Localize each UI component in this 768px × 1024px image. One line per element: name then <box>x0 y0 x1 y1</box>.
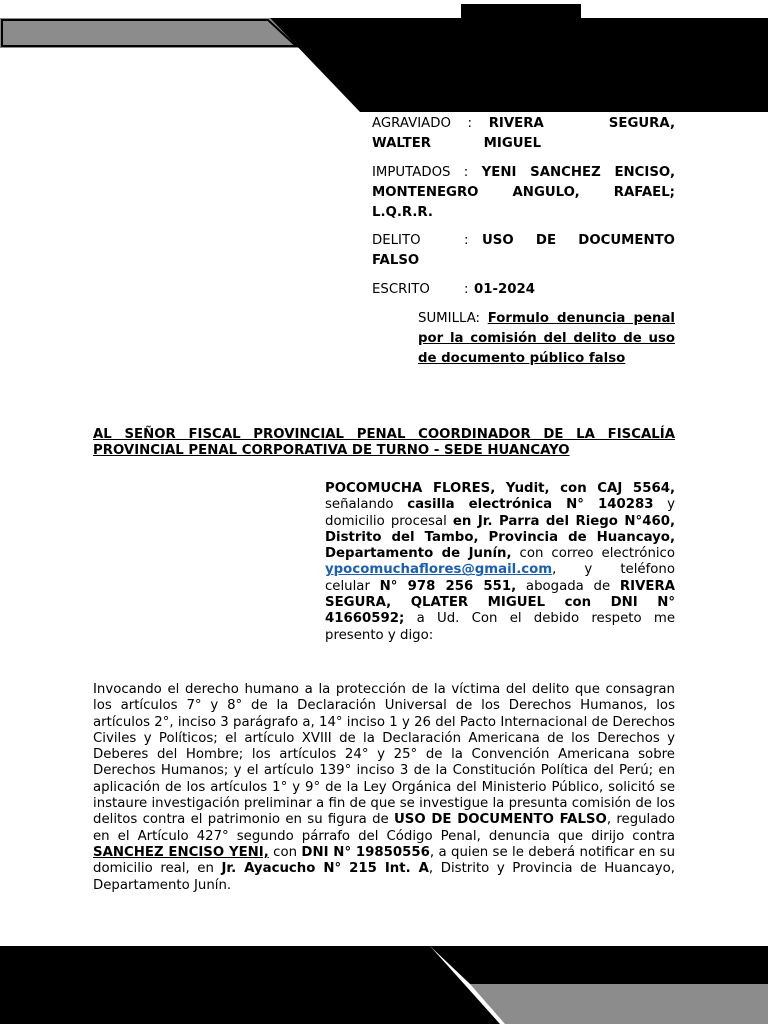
escrito-value: 01-2024 <box>474 282 536 297</box>
addressee-heading: AL SEÑOR FISCAL PROVINCIAL PENAL COORDINADOR DE LA FISCALÍA PROVINCIAL PENAL CORPORATIVA DE TURNO - SEDE HUANCAYO <box>93 427 675 458</box>
sumilla-value: Formulo denuncia penal por la comisión del delito de uso de documento público falso <box>418 311 675 366</box>
imputados-field: IMPUTADOS : YENI SANCHEZ ENCISO, MONTENEGRO ANGULO, RAFAEL; L.Q.R.R. <box>372 165 675 220</box>
imputados-value: YENI SANCHEZ ENCISO, MONTENEGRO ANGULO, RAFAEL; L.Q.R.R. <box>372 165 675 220</box>
escrito-field: ESCRITO : 01-2024 <box>372 282 536 297</box>
email-link[interactable]: ypocomuchaflores@gmail.com <box>325 562 553 578</box>
delito-field: DELITO : USO DE DOCUMENTO FALSO <box>372 233 675 268</box>
footer-decoration <box>0 940 768 1024</box>
accused-name: SANCHEZ ENCISO YENI, <box>93 844 269 860</box>
header-decoration <box>0 0 768 120</box>
agraviado-value: RIVERA SEGURA, WALTER MIGUEL <box>372 116 676 151</box>
body-paragraph: Invocando el derecho humano a la protección de la víctima del delito que consagran los artículos 7° y 8° de la Declaración Universal de los Derechos Humanos, los artículos 2°, inciso 3 parágrafo a, 14° inciso 1 y 26 del Pacto Internacional de Derechos Civiles y Políticos; el artículo XVIII de la Declaración Americana de los Derechos y Deberes del Hombre; los artículos 24° y 25° de la Convención Americana sobre Derechos Humanos; y el artículo 139° inciso 3 de la Constitución Política del Perú; en aplicación de los artículos 1° y 9° de la Ley Orgánica del Ministerio Público, solicitó se instaure investigación preliminar a fin de que se investigue la presunta comisión de los delitos contra el patrimonio en su figura de USO DE DOCUMENTO FALSO, regulado en el Artículo 427° segundo párrafo del Código Penal, denuncia que dirijo contra SANCHEZ ENCISO YENI, con DNI N° 19850556, a quien se le deberá notificar en su domicilio real, en Jr. Ayacucho N° 215 Int. A, Distrito y Provincia de Huancayo, Departamento Junín. <box>93 682 675 893</box>
presenter-paragraph: POCOMUCHA FLORES, Yudit, con CAJ 5564, señalando casilla electrónica N° 140283 y domicilio procesal en Jr. Parra del Riego N°460, Distrito del Tambo, Provincia de Huancayo, Departamento de Junín, con correo electrónico ypocomuchaflores@gmail.com, y teléfono celular N° 978 256 551, abogada de RIVERA SEGURA, QLATER MIGUEL con DNI N° 41660592; a Ud. Con el debido respeto me presento y digo: <box>325 481 676 643</box>
delito-value: USO DE DOCUMENTO FALSO <box>372 233 675 268</box>
sumilla-field: SUMILLA: Formulo denuncia penal por la comisión del delito de uso de documento público falso <box>418 311 675 366</box>
agraviado-field: AGRAVIADO : RIVERA SEGURA, WALTER MIGUEL <box>372 116 676 151</box>
